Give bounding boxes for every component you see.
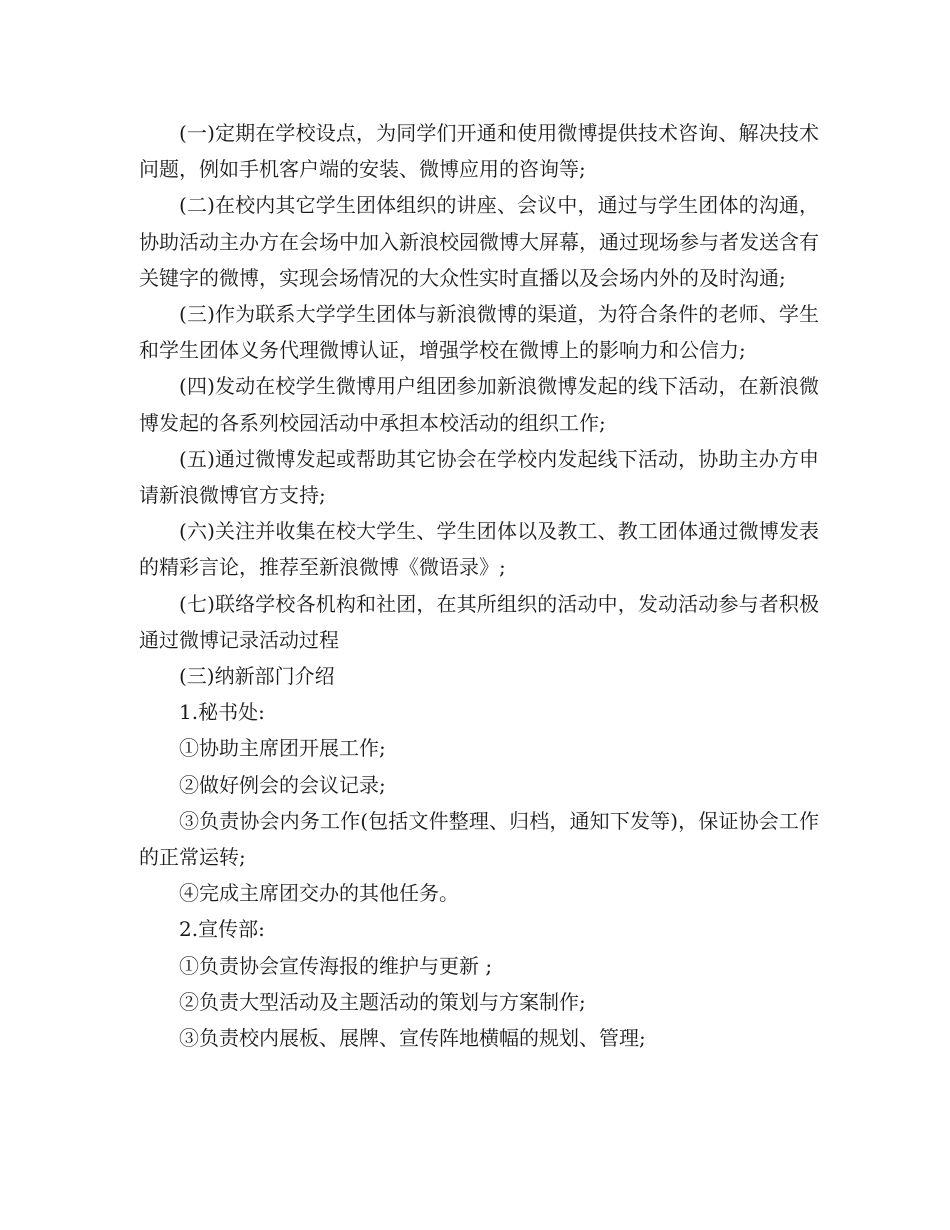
document-body <box>139 115 819 1056</box>
paragraph-5: (五)通过微博发起或帮助其它协会在学校内发起线下活动，协助主办方申请新浪微博官方支持; <box>139 446 819 508</box>
list-item: ②负责大型活动及主题活动的策划与方案制作; <box>179 989 586 1014</box>
paragraph-6: (六)关注并收集在校大学生、学生团体以及教工、教工团体通过微博发表的精彩言论，推荐至新浪微博《微语录》; <box>139 519 819 580</box>
list-item: ③负责协会内务工作(包括文件整理、归档，通知下发等)，保证协会工作的正常运转; <box>139 808 819 870</box>
paragraph-3: (三)作为联系大学学生团体与新浪微博的渠道，为符合条件的老师、学生和学生团体义务代理微博认证，增强学校在微博上的影响力和公信力; <box>139 302 819 363</box>
list-item: ③负责校内展板、展牌、宣传阵地横幅的规划、管理; <box>179 1026 646 1051</box>
paragraph-7: (七)联络学校各机构和社团，在其所组织的活动中，发动活动参与者积极通过微博记录活动过程 <box>139 591 819 652</box>
department-heading-2: 2.宣传部: <box>179 917 265 942</box>
section-heading: (三)纳新部门介绍 <box>179 664 335 689</box>
paragraph-1: (一)定期在学校设点，为同学们开通和使用微博提供技术咨询、解决技术问题，例如手机客户端的安装、微博应用的咨询等; <box>139 121 819 182</box>
list-item: ②做好例会的会议记录; <box>179 772 386 797</box>
list-item: ④完成主席团交办的其他任务。 <box>179 881 459 906</box>
list-item: ①协助主席团开展工作; <box>179 736 386 761</box>
department-heading-1: 1.秘书处: <box>179 700 265 725</box>
paragraph-4: (四)发动在校学生微博用户组团参加新浪微博发起的线下活动，在新浪微博发起的各系列校园活动中承担本校活动的组织工作; <box>139 374 819 435</box>
list-item: ①负责协会宣传海报的维护与更新 ; <box>179 953 493 978</box>
paragraph-2: (二)在校内其它学生团体组织的讲座、会议中，通过与学生团体的沟通，协助活动主办方在会场中加入新浪校园微博大屏幕，通过现场参与者发送含有关键字的微博，实现会场情况的大众性实时直播以及会场内外的及时沟通; <box>139 193 819 290</box>
